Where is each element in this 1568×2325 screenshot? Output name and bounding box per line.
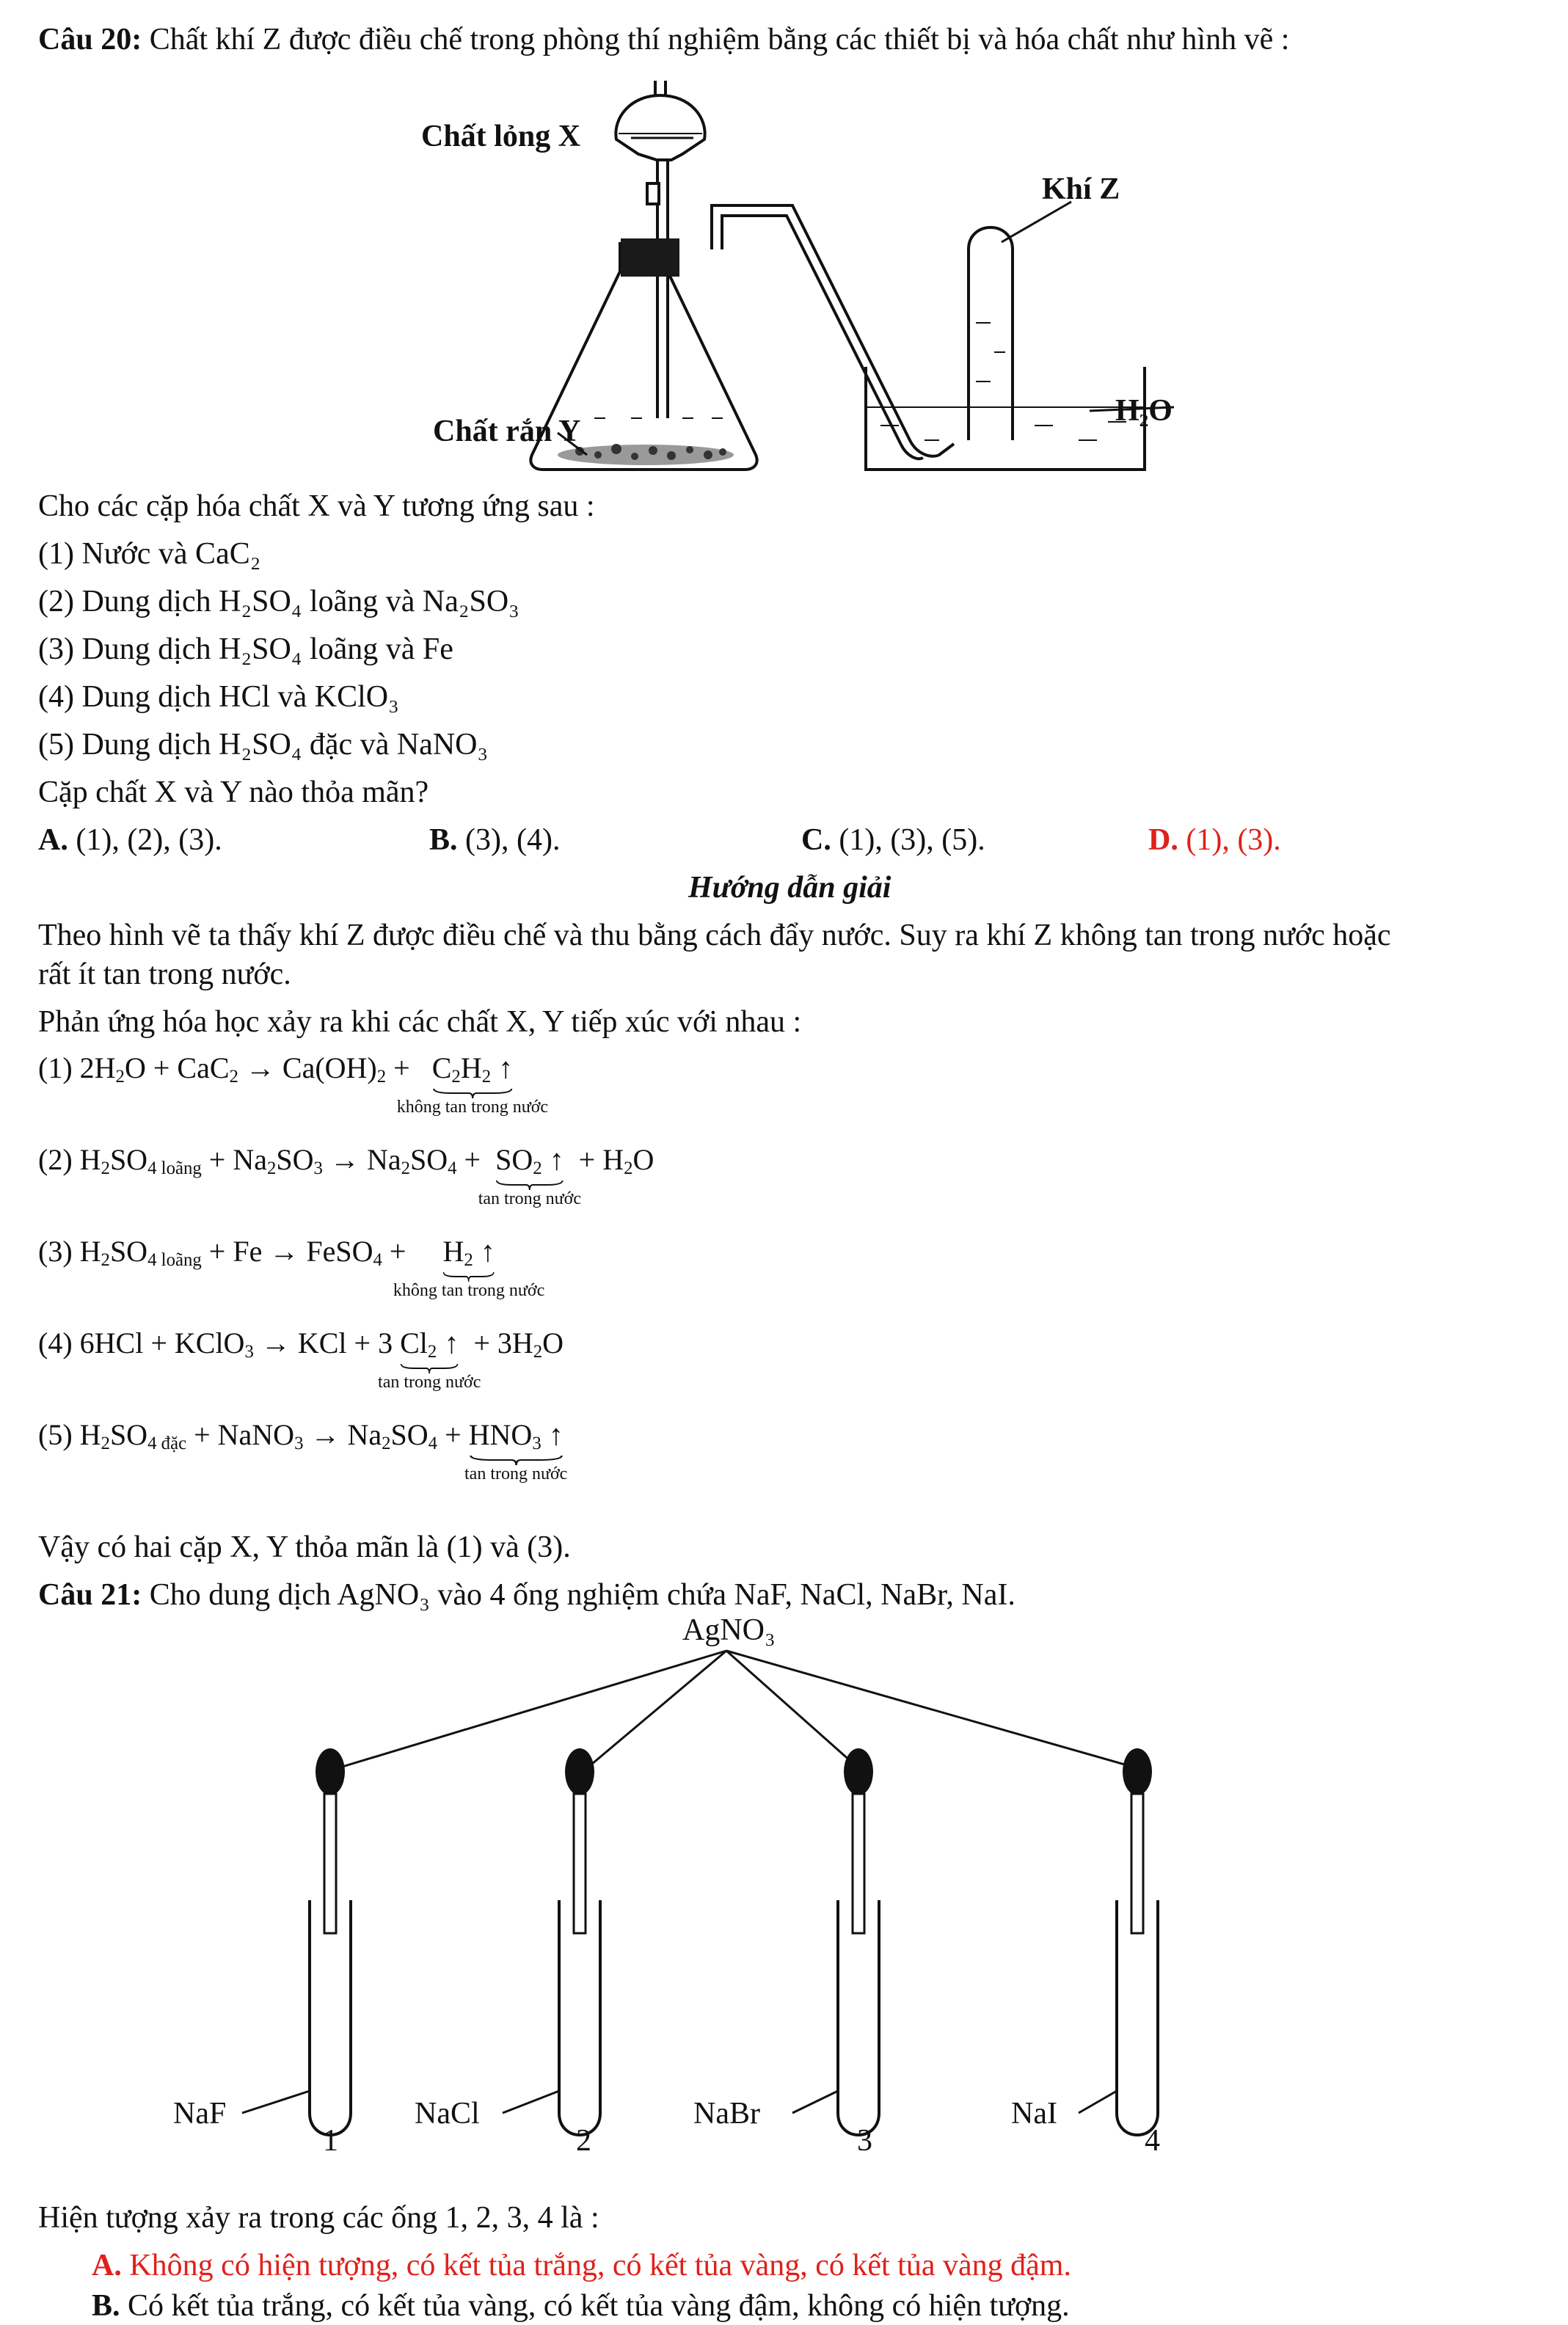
equation-2: (2) $H_2SO_{4 loãng} + Na_2SO_3 \to Na_2SO_4 + SO_2$ ↑ tan trong nước + $H_2O$ <box>38 1143 654 1208</box>
tube-4-number: 4 <box>1145 2124 1160 2158</box>
q20-label: Câu 20: <box>38 23 142 56</box>
tube-4 <box>1117 1748 1158 2135</box>
solution-p1-line2: rất ít tan trong nước. <box>38 957 291 991</box>
dropping-funnel <box>616 95 704 160</box>
q20-option-b <box>429 821 560 859</box>
tube-4-salt: NaI <box>1011 2097 1057 2131</box>
pair-4: (4) Dung dịch HCl và KClO₃ <box>38 680 399 714</box>
q21-option-a-correct <box>92 2246 1071 2285</box>
option-letter: D. <box>1148 823 1178 857</box>
tube-3 <box>838 1748 879 2135</box>
option-text: (1), (3), (5). <box>839 823 985 857</box>
tube-1-number: 1 <box>323 2124 338 2158</box>
tube-3-number: 3 <box>857 2124 872 2158</box>
option-letter: B. <box>429 823 458 857</box>
solution-title: Hướng dẫn giải <box>688 871 891 905</box>
q21-text: Cho dung dịch AgNO₃ vào 4 ống nghiệm chứa NaF, NaCl, NaBr, NaI. <box>149 1578 1015 1612</box>
note-soluble: tan trong nước <box>478 1189 582 1208</box>
tube-1 <box>310 1748 351 2135</box>
option-letter: C. <box>801 823 831 857</box>
option-text: (1), (3). <box>1186 823 1281 857</box>
equation-4: (4) 6HCl + KClO$_3$ → KCl + 3 $Cl_2$ ↑ tan trong nước + $3H_2O$ <box>38 1326 564 1392</box>
tube-1-salt: NaF <box>173 2097 227 2131</box>
equation-3: (3) $H_2SO_{4 loãng} + Fe$ → FeSO$_4$ + $H_2$ ↑ không tan trong nước <box>38 1235 545 1300</box>
label-gas-z: Khí Z <box>1042 172 1120 206</box>
option-letter: B. <box>92 2289 120 2323</box>
solution-p2: Phản ứng hóa học xảy ra khi các chất X, Y tiếp xúc với nhau : <box>38 1005 802 1039</box>
option-letter: A. <box>92 2249 122 2282</box>
q21-option-b <box>92 2287 1070 2325</box>
equation-5: (5) $H_2SO_{4 đặc}$ + NaNO$_3$ → $Na_2SO_4 + HNO_3$ ↑ tan trong nước <box>38 1418 568 1483</box>
label-solid-y: Chất rắn Y <box>433 415 581 448</box>
solution-p1-line1: Theo hình vẽ ta thấy khí Z được điều chế và thu bằng cách đẩy nước. Suy ra khí Z không tan trong nước hoặc <box>38 919 1391 952</box>
note-insoluble: không tan trong nước <box>396 1098 549 1117</box>
note-soluble: tan trong nước <box>378 1373 481 1392</box>
option-text: Có kết tủa trắng, có kết tủa vàng, có kết tủa vàng đậm, không có hiện tượng. <box>128 2289 1070 2323</box>
conclusion: Vậy có hai cặp X, Y thỏa mãn là (1) và (3). <box>38 1530 571 1564</box>
q20-question: Cặp chất X và Y nào thỏa mãn? <box>38 775 429 809</box>
pair-5: (5) Dung dịch H₂SO₄ đặc và NaNO₃ <box>38 728 489 762</box>
q21-test-tubes-figure <box>117 1643 1262 2186</box>
label-liquid-x: Chất lỏng X <box>421 120 581 153</box>
equation-1: (1) $2H_2O + CaC_2 \to Ca(OH)_2 + C_2H_2$ ↑ không tan trong nước <box>38 1051 549 1117</box>
note-soluble: tan trong nước <box>464 1464 568 1483</box>
pair-2: (2) Dung dịch H₂SO₄ loãng và Na₂SO₃ <box>38 585 519 618</box>
q20-option-d-correct <box>1148 821 1281 859</box>
rubber-stopper <box>621 238 679 277</box>
q20-option-c <box>801 821 985 859</box>
q20-header <box>38 21 1289 59</box>
q21-header <box>38 1576 1015 1614</box>
option-letter: A. <box>38 823 68 857</box>
q20-text: Chất khí Z được điều chế trong phòng thí nghiệm bằng các thiết bị và hóa chất như hình vẽ : <box>149 23 1290 56</box>
tube-3-salt: NaBr <box>693 2097 760 2131</box>
reagent-label: AgNO₃ <box>682 1613 776 1647</box>
pair-3: (3) Dung dịch H₂SO₄ loãng và Fe <box>38 632 453 666</box>
q20-option-a <box>38 821 222 859</box>
option-text: (1), (2), (3). <box>76 823 222 857</box>
q21-question: Hiện tượng xảy ra trong các ống 1, 2, 3, 4 là : <box>38 2201 599 2235</box>
pair-1: (1) Nước và CaC₂ <box>38 537 261 571</box>
solid-y <box>558 444 734 465</box>
delivery-tube <box>712 205 954 456</box>
note-insoluble: không tan trong nước <box>393 1281 545 1300</box>
tube-2-number: 2 <box>576 2124 591 2158</box>
option-text: Không có hiện tượng, có kết tủa trắng, có kết tủa vàng, có kết tủa vàng đậm. <box>129 2249 1071 2282</box>
q20-intro: Cho các cặp hóa chất X và Y tương ứng sau : <box>38 489 595 523</box>
q21-label: Câu 21: <box>38 1578 142 1612</box>
tube-2-salt: NaCl <box>415 2097 480 2131</box>
option-text: (3), (4). <box>465 823 561 857</box>
label-water: H₂O <box>1115 394 1173 428</box>
collection-tube <box>969 227 1013 440</box>
tube-2 <box>559 1748 600 2135</box>
stopcock <box>647 183 659 204</box>
